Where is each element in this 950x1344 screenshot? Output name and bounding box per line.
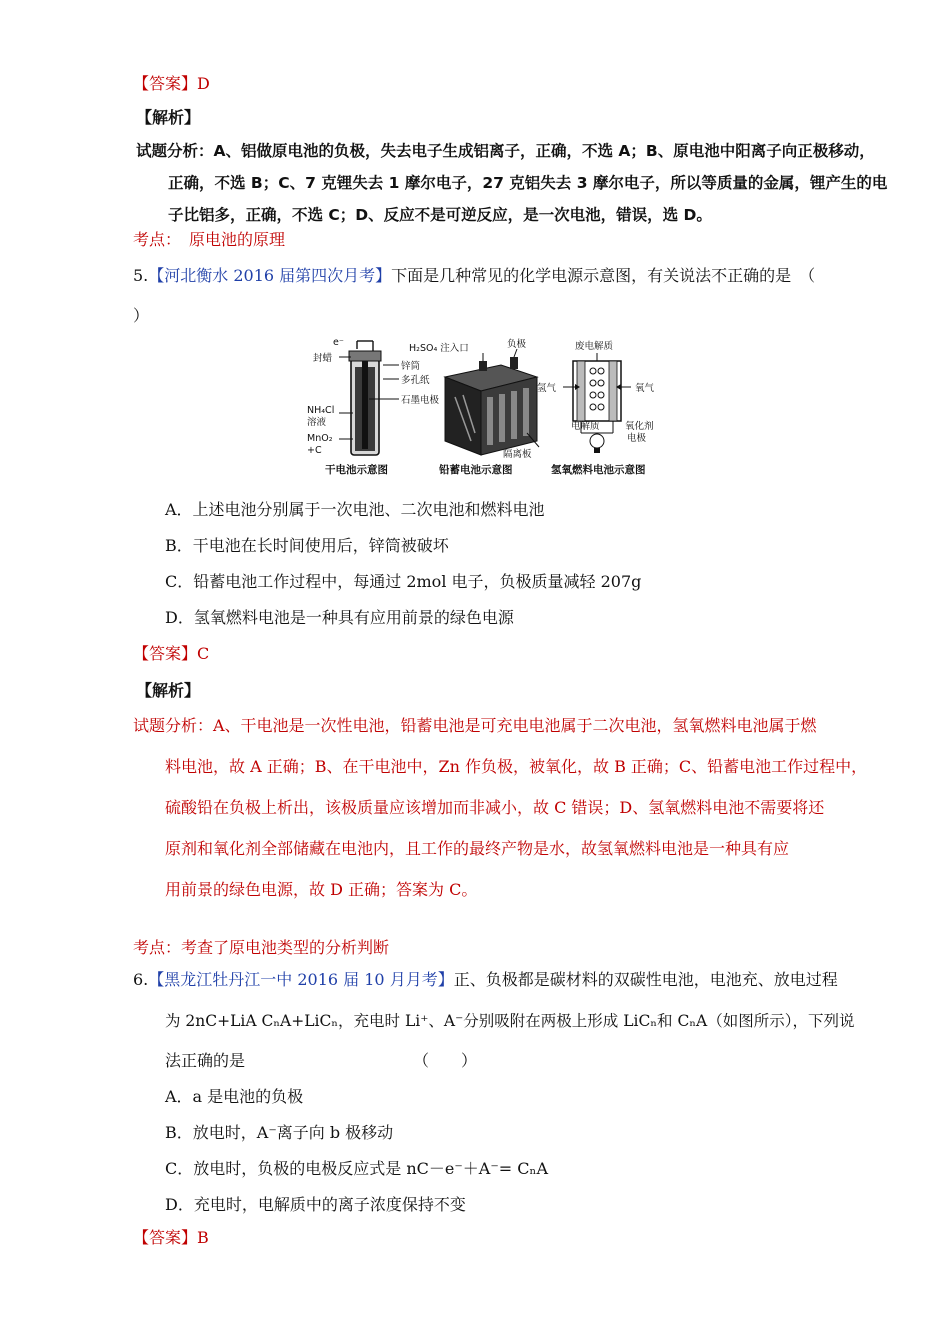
q5-analysis-line-5: 用前景的绿色电源，故 D 正确；答案为 C。 [165, 880, 478, 899]
q5-source: 【河北衡水 2016 届第四次月考】 [148, 266, 392, 285]
q5-option-d: D．氢氧燃料电池是一种具有应用前景的绿色电源 [165, 608, 514, 627]
q5-stem-text: 下面是几种常见的化学电源示意图，有关说法不正确的是 （ [391, 266, 816, 285]
lead-acid-caption: 铅蓄电池示意图 [439, 464, 513, 476]
q5-analysis-line-1: 试题分析：A、干电池是一次性电池，铅蓄电池是可充电电池属于二次电池，氢氧燃料电池属于燃 [133, 716, 817, 735]
q5-analysis-line-2: 料电池，故 A 正确；B、在干电池中，Zn 作负极，被氧化，故 B 正确；C、铅蓄电池工作过程中， [165, 757, 868, 776]
q5-analysis-line-4: 原剂和氧化剂全部储藏在电池内，且工作的最终产物是水，故氢氧燃料电池是一种具有应 [165, 839, 790, 858]
q4-kaodian-text: 原电池的原理 [189, 230, 286, 249]
fuel-label-oxidant: 氧化剂 [625, 421, 654, 432]
q5-option-a: A．上述电池分别属于一次电池、二次电池和燃料电池 [165, 500, 545, 519]
q6-option-c: C．放电时，负极的电极反应式是 nC－e⁻＋A⁻= CₙA [165, 1159, 549, 1178]
q6-option-b: B．放电时，A⁻离子向 b 极移动 [165, 1123, 394, 1142]
dry-label-solution: 溶液 [307, 417, 327, 428]
q5-stem-line-2: ） [133, 306, 150, 325]
lead-label-negative: 负极 [507, 339, 527, 350]
fuel-cell-caption: 氢氧燃料电池示意图 [551, 464, 646, 476]
q6-option-d: D．充电时，电解质中的离子浓度保持不变 [165, 1195, 466, 1214]
q4-analysis-line-2: 正确，不选 B；C、7 克锂失去 1 摩尔电子，27 克铝失去 3 摩尔电子，所以等质量的金属，锂产生的电 [168, 174, 888, 192]
q5-kaodian-label: 考点： [133, 938, 182, 957]
battery-diagram-figure [305, 337, 675, 483]
fuel-label-electrode: 电极 [627, 433, 647, 444]
q4-analysis-line-3: 子比铝多，正确，不选 C；D、反应不是可逆反应，是一次电池，错误，选 D。 [168, 206, 712, 224]
q5-answer-value: C [197, 644, 210, 663]
q4-analysis-tag: 【解析】 [136, 108, 201, 127]
dry-label-electron: e⁻ [333, 337, 344, 348]
q6-answer [133, 1228, 209, 1248]
fuel-label-waste: 废电解质 [575, 341, 614, 352]
fuel-label-electrolyte: 电解质 [571, 421, 600, 432]
q5-option-c: C．铅蓄电池工作过程中，每通过 2mol 电子，负极质量减轻 207g [165, 572, 642, 591]
q4-answer-tag: 【答案】 [133, 74, 198, 93]
dry-label-nh4cl: NH₄Cl [307, 405, 335, 416]
q6-stem-line-1 [133, 970, 838, 990]
q5-answer [133, 644, 209, 664]
dry-cell-diagram [307, 337, 440, 476]
q4-answer [133, 74, 210, 94]
q6-answer-value: B [197, 1228, 209, 1247]
q4-kaodian [133, 230, 285, 250]
q4-answer-value: D [197, 74, 210, 93]
lead-acid-diagram [409, 338, 539, 476]
q6-number: 6. [133, 970, 149, 989]
q5-analysis-tag: 【解析】 [136, 681, 201, 700]
q6-answer-tag: 【答案】 [133, 1228, 198, 1247]
fuel-label-oxygen: 氧气 [635, 383, 655, 394]
dry-label-mno2: MnO₂ [307, 433, 333, 444]
q6-stem-line-2: 为 2nC+LiA CₙA+LiCₙ，充电时 Li⁺、A⁻分别吸附在两极上形成 LiCₙ和 CₙA（如图所示），下列说 [165, 1012, 855, 1030]
q5-number: 5. [133, 266, 149, 285]
q4-analysis-line-1: 试题分析：A、铝做原电池的负极，失去电子生成铝离子，正确，不选 A；B、原电池中阳离子向正极移动， [136, 142, 875, 160]
dry-cell-caption: 干电池示意图 [325, 464, 388, 476]
lead-label-inlet: H₂SO₄ 注入口 [409, 343, 469, 354]
fuel-label-hydrogen: 氢气 [537, 383, 557, 394]
q6-option-a: A．a 是电池的负极 [165, 1087, 304, 1106]
fuel-cell-diagram [537, 340, 655, 476]
q6-source: 【黑龙江牡丹江一中 2016 届 10 月月考】 [148, 970, 454, 989]
q5-analysis-line-3: 硫酸铅在负极上析出，该极质量应该增加而非减小，故 C 错误；D、氢氧燃料电池不需要将还 [165, 798, 825, 817]
q4-kaodian-label: 考点： [133, 230, 174, 249]
dry-label-graphite: 石墨电极 [401, 395, 440, 406]
q5-stem-line-1 [133, 266, 815, 286]
q6-stem-text: 正、负极都是碳材料的双碳性电池，电池充、放电过程 [453, 970, 838, 989]
q6-stem-line-3: 法正确的是 （ ） [165, 1051, 478, 1070]
dry-label-zinc: 锌筒 [401, 361, 421, 372]
dry-label-carbon: +C [307, 445, 322, 456]
q5-kaodian-text: 考查了原电池类型的分析判断 [181, 938, 390, 957]
q5-option-b: B．干电池在长时间使用后，锌筒被破坏 [165, 536, 449, 555]
lead-label-separator: 隔离板 [503, 449, 532, 460]
q5-answer-tag: 【答案】 [133, 644, 198, 663]
dry-label-seal: 封蜡 [313, 353, 333, 364]
q5-kaodian [133, 938, 389, 958]
dry-label-paper: 多孔纸 [401, 375, 430, 386]
